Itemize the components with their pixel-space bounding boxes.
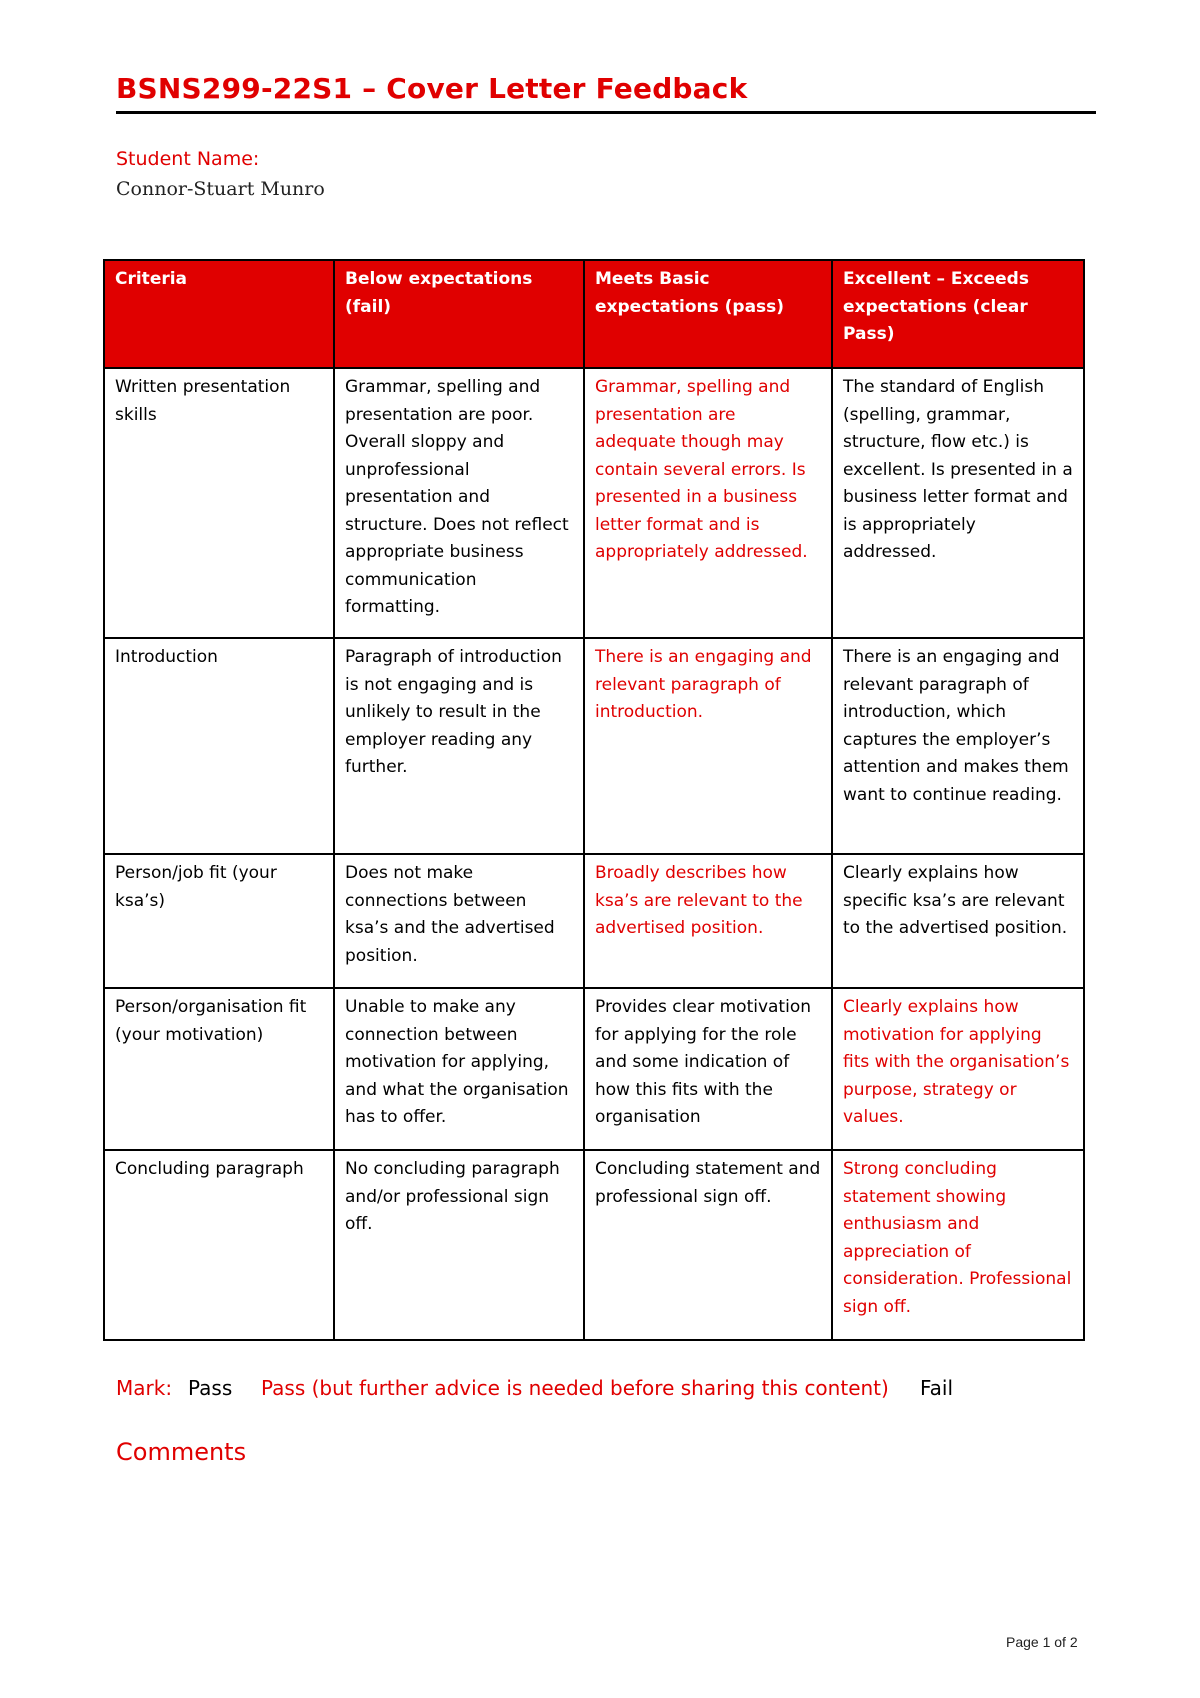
rubric-row-introduction [104,638,1084,854]
criteria-cell: Person/organisation fit (your motivation) [104,988,334,1150]
rubric-header-row [104,260,1084,368]
student-name-label: Student Name: [116,148,260,170]
below-expectations-cell: Paragraph of introduction is not engaging and is unlikely to result in the employer reading any further. [334,638,584,854]
excellent-cell: There is an engaging and relevant paragraph of introduction, which captures the employer’s attention and makes them want to continue reading. [832,638,1084,854]
below-expectations-cell: No concluding paragraph and/or professional sign off. [334,1150,584,1340]
below-expectations-cell: Unable to make any connection between motivation for applying, and what the organisation has to offer. [334,988,584,1150]
rubric-row-person-organisation-fit [104,988,1084,1150]
page-number: Page 1 of 2 [1006,1634,1078,1650]
excellent-cell-selected: Strong concluding statement showing enthusiasm and appreciation of consideration. Professional sign off. [832,1150,1084,1340]
rubric-row-person-job-fit [104,854,1084,988]
criteria-cell: Written presentation skills [104,368,334,638]
mark-option-fail: Fail [920,1376,954,1400]
document-title: BSNS299-22S1 – Cover Letter Feedback [116,72,748,105]
criteria-cell: Introduction [104,638,334,854]
header-excellent: Excellent – Exceeds expectations (clear Pass) [832,260,1084,368]
student-name-value: Connor-Stuart Munro [116,178,325,200]
below-expectations-cell: Grammar, spelling and presentation are poor. Overall sloppy and unprofessional presentation and structure. Does not reflect appropriate business communication formatting. [334,368,584,638]
mark-option-pass: Pass [188,1376,233,1400]
rubric-row-written-presentation [104,368,1084,638]
below-expectations-cell: Does not make connections between ksa’s and the advertised position. [334,854,584,988]
excellent-cell-selected: Clearly explains how motivation for applying fits with the organisation’s purpose, strategy or values. [832,988,1084,1150]
title-underline [116,111,1096,114]
meets-basic-cell: Provides clear motivation for applying for the role and some indication of how this fits with the organisation [584,988,832,1150]
comments-heading: Comments [116,1438,247,1466]
header-below-expectations: Below expectations (fail) [334,260,584,368]
mark-option-pass-advice-selected: Pass (but further advice is needed before sharing this content) [261,1376,889,1400]
header-criteria: Criteria [104,260,334,368]
meets-basic-cell-selected: Grammar, spelling and presentation are adequate though may contain several errors. Is presented in a business letter format and is appropriately addressed. [584,368,832,638]
mark-label: Mark: [116,1376,173,1400]
excellent-cell: Clearly explains how specific ksa’s are relevant to the advertised position. [832,854,1084,988]
rubric-table [103,259,1085,1341]
meets-basic-cell-selected: Broadly describes how ksa’s are relevant to the advertised position. [584,854,832,988]
meets-basic-cell-selected: There is an engaging and relevant paragraph of introduction. [584,638,832,854]
criteria-cell: Person/job fit (your ksa’s) [104,854,334,988]
criteria-cell: Concluding paragraph [104,1150,334,1340]
header-meets-basic: Meets Basic expectations (pass) [584,260,832,368]
meets-basic-cell: Concluding statement and professional sign off. [584,1150,832,1340]
excellent-cell: The standard of English (spelling, grammar, structure, flow etc.) is excellent. Is presented in a business letter format and is appropriately addressed. [832,368,1084,638]
rubric-row-concluding-paragraph [104,1150,1084,1340]
